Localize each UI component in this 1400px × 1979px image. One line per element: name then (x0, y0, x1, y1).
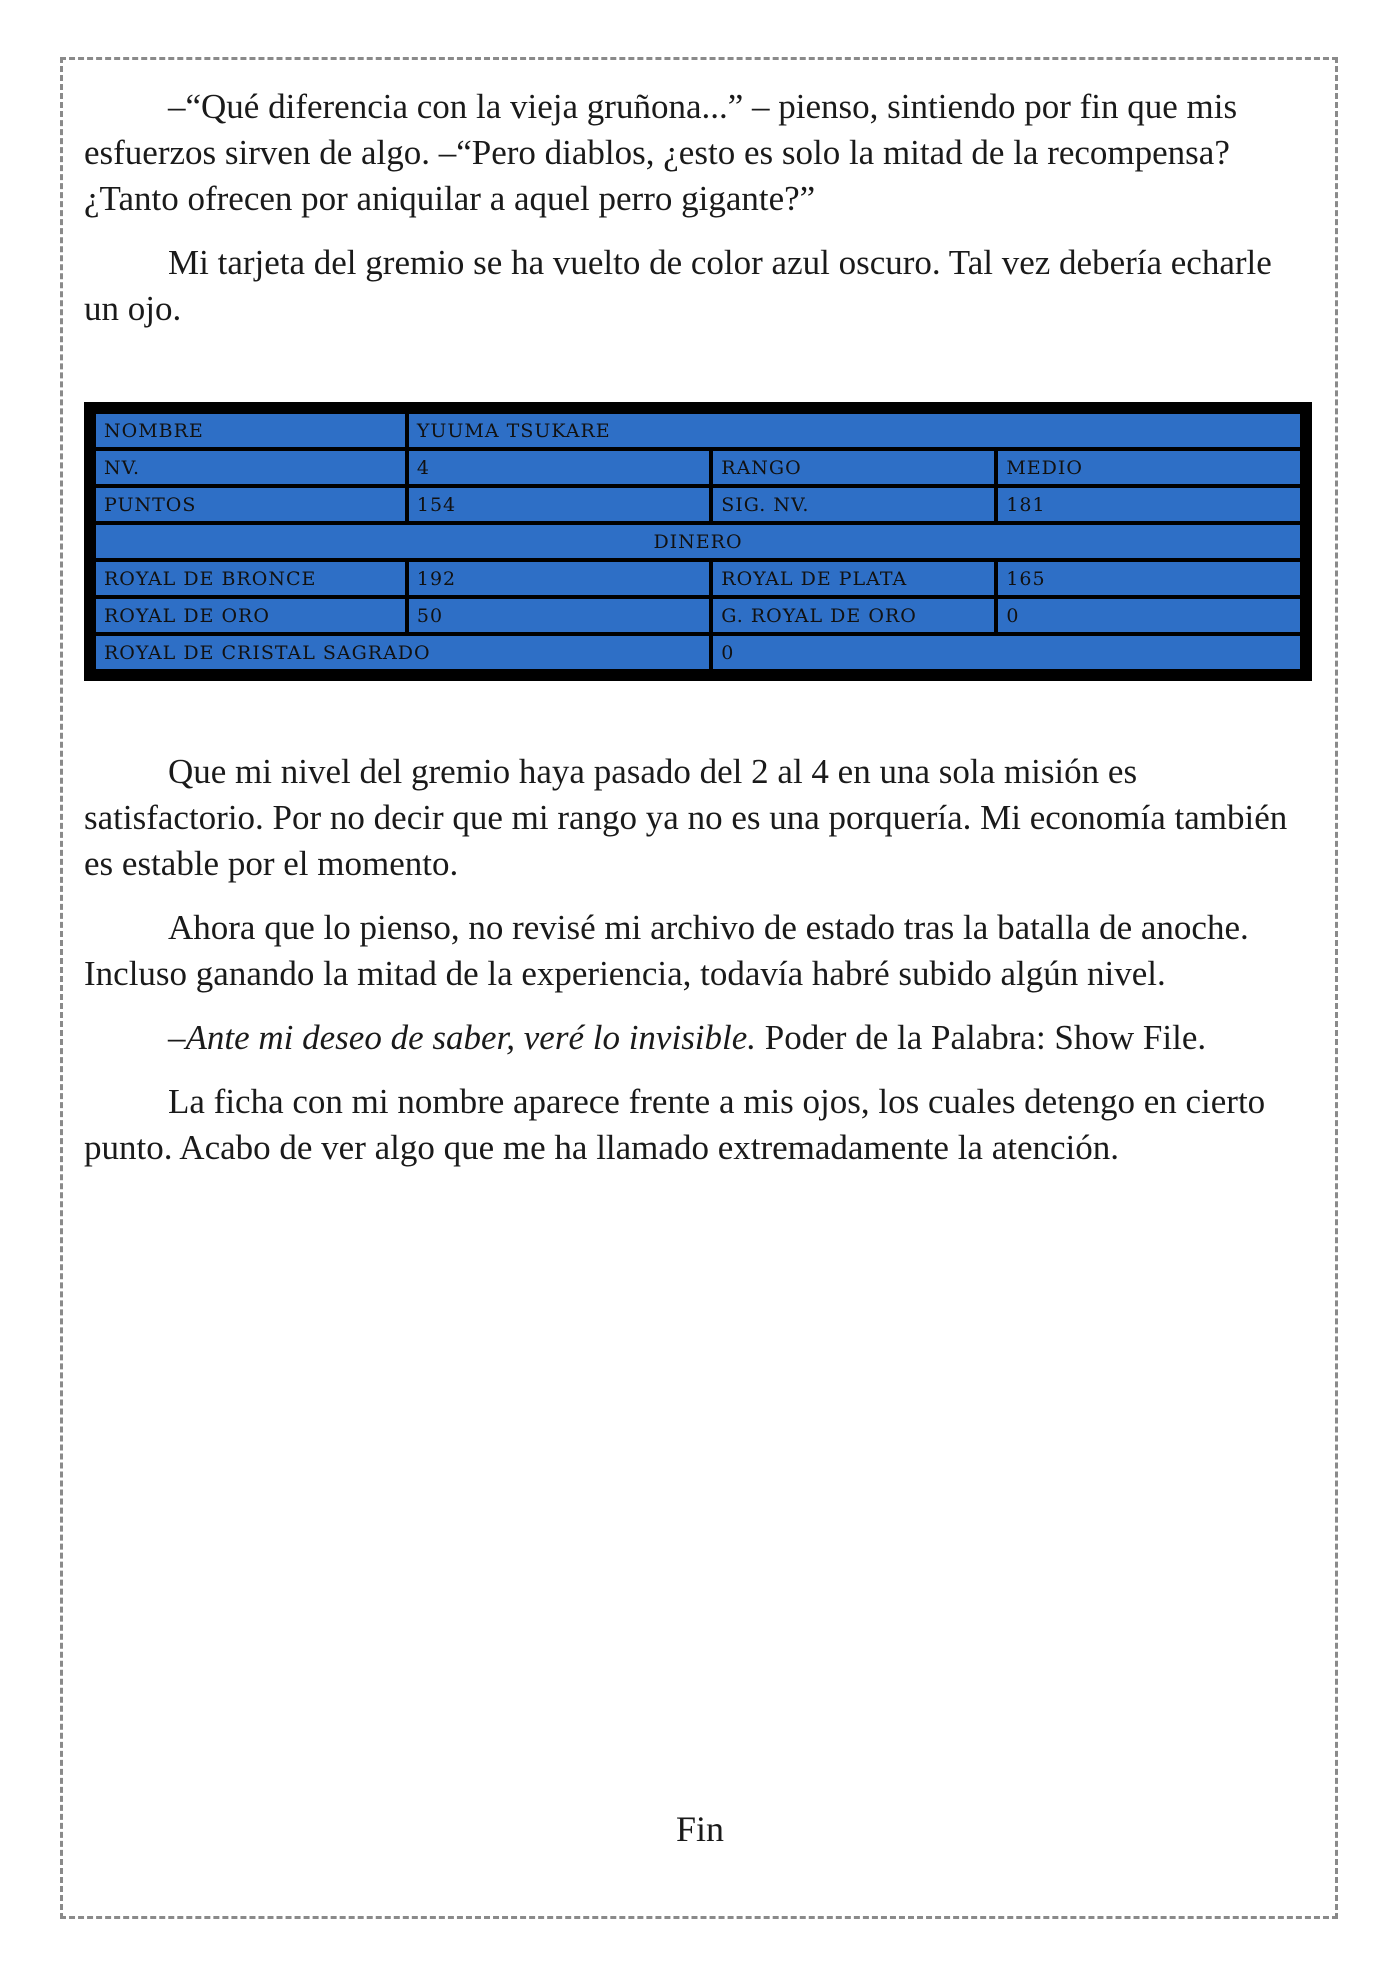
table-row (94, 412, 1302, 449)
oro-value: 50 (407, 597, 711, 634)
paragraph-dialogue: –“Qué diferencia con la vieja gruñona...” – pienso, sintiendo por fin que mis esfuerzos sirven de algo. –“Pero diablos, ¿esto es solo la mitad de la recompensa? ¿Tanto ofrecen por aniquilar a aquel perro gigante?” (84, 87, 1238, 218)
table-row (94, 634, 1302, 671)
g-oro-label: G. ROYAL DE ORO (711, 597, 996, 634)
puntos-label: PUNTOS (94, 486, 407, 523)
bronce-value: 192 (407, 560, 711, 597)
g-oro-value: 0 (996, 597, 1302, 634)
paragraph-level-up: Que mi nivel del gremio haya pasado del 2 al 4 en una sola misión es satisfactorio. Por no decir que mi rango ya no es una porquería. Mi economía también es estable por el momento. (84, 752, 1288, 883)
bronce-label: ROYAL DE BRONCE (94, 560, 407, 597)
guild-card-table-frame (84, 402, 1312, 681)
nombre-label: NOMBRE (94, 412, 407, 449)
table-row (94, 523, 1302, 560)
plata-value: 165 (996, 560, 1302, 597)
paragraph-status-file: Ahora que lo pienso, no revisé mi archivo de estado tras la batalla de anoche. Incluso ganando la mitad de la experiencia, todavía habré subido algún nivel. (84, 908, 1249, 993)
puntos-value: 154 (407, 486, 711, 523)
table-row (94, 449, 1302, 486)
cristal-value: 0 (711, 634, 1302, 671)
table-row (94, 597, 1302, 634)
table-row (94, 560, 1302, 597)
oro-label: ROYAL DE ORO (94, 597, 407, 634)
table-row (94, 486, 1302, 523)
chapter-end-text: Fin (675, 1809, 725, 1849)
rango-label: RANGO (711, 449, 996, 486)
nombre-value: YUUMA TSUKARE (407, 412, 1302, 449)
spell-dash: – (168, 1018, 186, 1057)
guild-card-table (92, 410, 1304, 673)
paragraph-guild-card: Mi tarjeta del gremio se ha vuelto de color azul oscuro. Tal vez debería echarle un ojo. (84, 243, 1272, 328)
nv-value: 4 (407, 449, 711, 486)
cristal-label: ROYAL DE CRISTAL SAGRADO (94, 634, 711, 671)
page-content (84, 84, 1304, 1189)
nv-label: NV. (94, 449, 407, 486)
plata-label: ROYAL DE PLATA (711, 560, 996, 597)
spell-incantation: Ante mi deseo de saber, veré lo invisible. (185, 1018, 757, 1057)
spell-name: Poder de la Palabra: Show File. (756, 1018, 1207, 1057)
rango-value: MEDIO (996, 449, 1302, 486)
sig-nv-label: SIG. NV. (711, 486, 996, 523)
sig-nv-value: 181 (996, 486, 1302, 523)
paragraph-spell (84, 1015, 1304, 1061)
paragraph-attention: La ficha con mi nombre aparece frente a mis ojos, los cuales detengo en cierto punto. Acabo de ver algo que me ha llamado extremadamente la atención. (84, 1082, 1266, 1167)
dinero-header: DINERO (94, 523, 1302, 560)
